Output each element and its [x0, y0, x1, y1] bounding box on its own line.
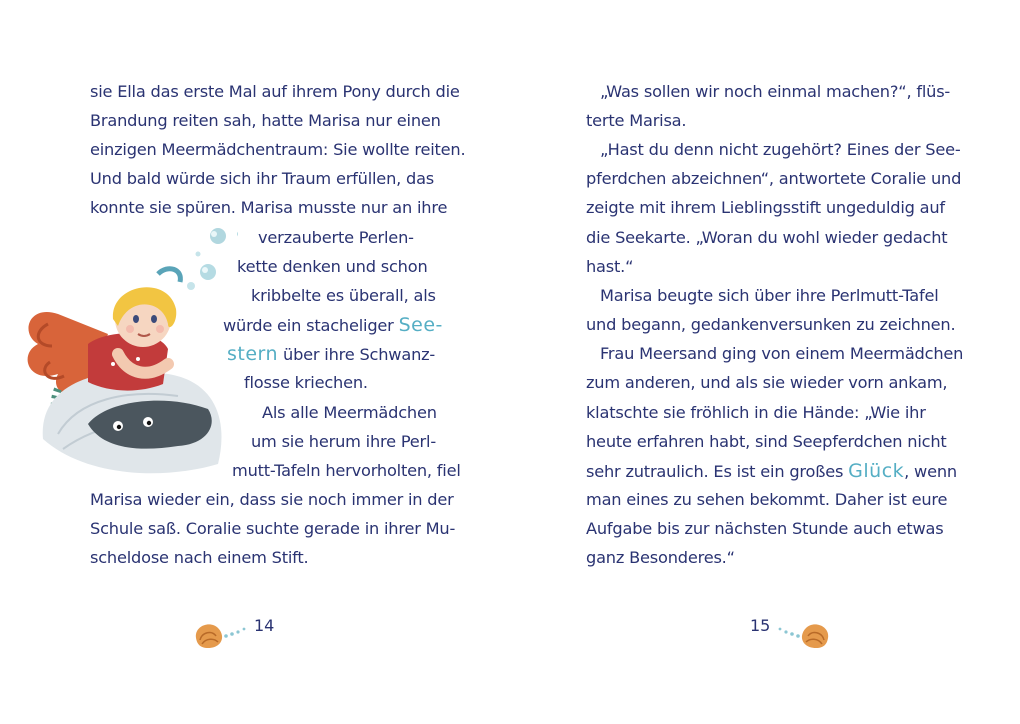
text-line: um sie herum ihre Perl- [251, 432, 436, 451]
text-line: Marisa beugte sich über ihre Perlmutt-Tafel [600, 286, 939, 305]
text-segment: über ihre Schwanz- [283, 345, 436, 364]
text-line: Aufgabe bis zur nächsten Stunde auch etwas [586, 519, 944, 538]
text-line: terte Marisa. [586, 111, 687, 130]
page-number: 14 [254, 616, 275, 635]
text-line [586, 461, 957, 482]
text-line: klatschte sie fröhlich in die Hände: „Wie ihr [586, 403, 926, 422]
text-line: Schule saß. Coralie suchte gerade in ihrer Mu- [90, 519, 456, 538]
text-line [227, 344, 435, 365]
right-page [510, 0, 1020, 724]
text-line: und begann, gedankenversunken zu zeichnen. [586, 315, 956, 334]
text-line: verzauberte Perlen- [258, 228, 414, 247]
text-line: „Was sollen wir noch einmal machen?“, flüs- [600, 82, 951, 101]
text-segment: sehr zutraulich. Es ist ein großes [586, 462, 844, 481]
highlighted-word: Glück [848, 460, 905, 482]
text-line: scheldose nach einem Stift. [90, 548, 309, 567]
seashell-icon [192, 618, 252, 652]
text-line: man eines zu sehen bekommt. Daher ist eure [586, 490, 948, 509]
text-line: sie Ella das erste Mal auf ihrem Pony durch die [90, 82, 460, 101]
text-line: konnte sie spüren. Marisa musste nur an ihre [90, 198, 448, 217]
text-segment: würde ein stacheliger [223, 316, 394, 335]
mermaid-illustration [18, 224, 238, 484]
text-line: Brandung reiten sah, hatte Marisa nur einen [90, 111, 441, 130]
bubble-dots-icon [779, 628, 782, 631]
seashell-icon [772, 618, 832, 652]
text-line: Und bald würde sich ihr Traum erfüllen, das [90, 169, 435, 188]
text-line: Als alle Meermädchen [262, 403, 437, 422]
text-line: hast.“ [586, 257, 634, 276]
text-segment: , wenn [904, 462, 957, 481]
highlighted-word: stern [227, 343, 279, 365]
text-line: die Seekarte. „Woran du wohl wieder gedacht [586, 228, 948, 247]
highlighted-word: See- [398, 314, 443, 336]
text-line: Frau Meersand ging von einem Meermädchen [600, 344, 964, 363]
text-line: kette denken und schon [237, 257, 428, 276]
text-line: Marisa wieder ein, dass sie noch immer in der [90, 490, 454, 509]
bubble-dots-icon [224, 634, 228, 638]
text-line: flosse kriechen. [244, 373, 368, 392]
page-number: 15 [750, 616, 771, 635]
text-line: mutt-Tafeln hervorholten, fiel [232, 461, 461, 480]
text-line: ganz Besonderes.“ [586, 548, 735, 567]
text-line: „Hast du denn nicht zugehört? Eines der See- [600, 140, 961, 159]
text-line: einzigen Meermädchentraum: Sie wollte reiten. [90, 140, 466, 159]
text-line: zum anderen, und als sie wieder vorn ankam, [586, 373, 948, 392]
text-line: pferdchen abzeichnen“, antwortete Coralie und [586, 169, 962, 188]
text-line: kribbelte es überall, als [251, 286, 436, 305]
text-line: zeigte mit ihrem Lieblingsstift ungeduldig auf [586, 198, 945, 217]
text-line [223, 315, 443, 336]
text-line: heute erfahren habt, sind Seepferdchen nicht [586, 432, 947, 451]
